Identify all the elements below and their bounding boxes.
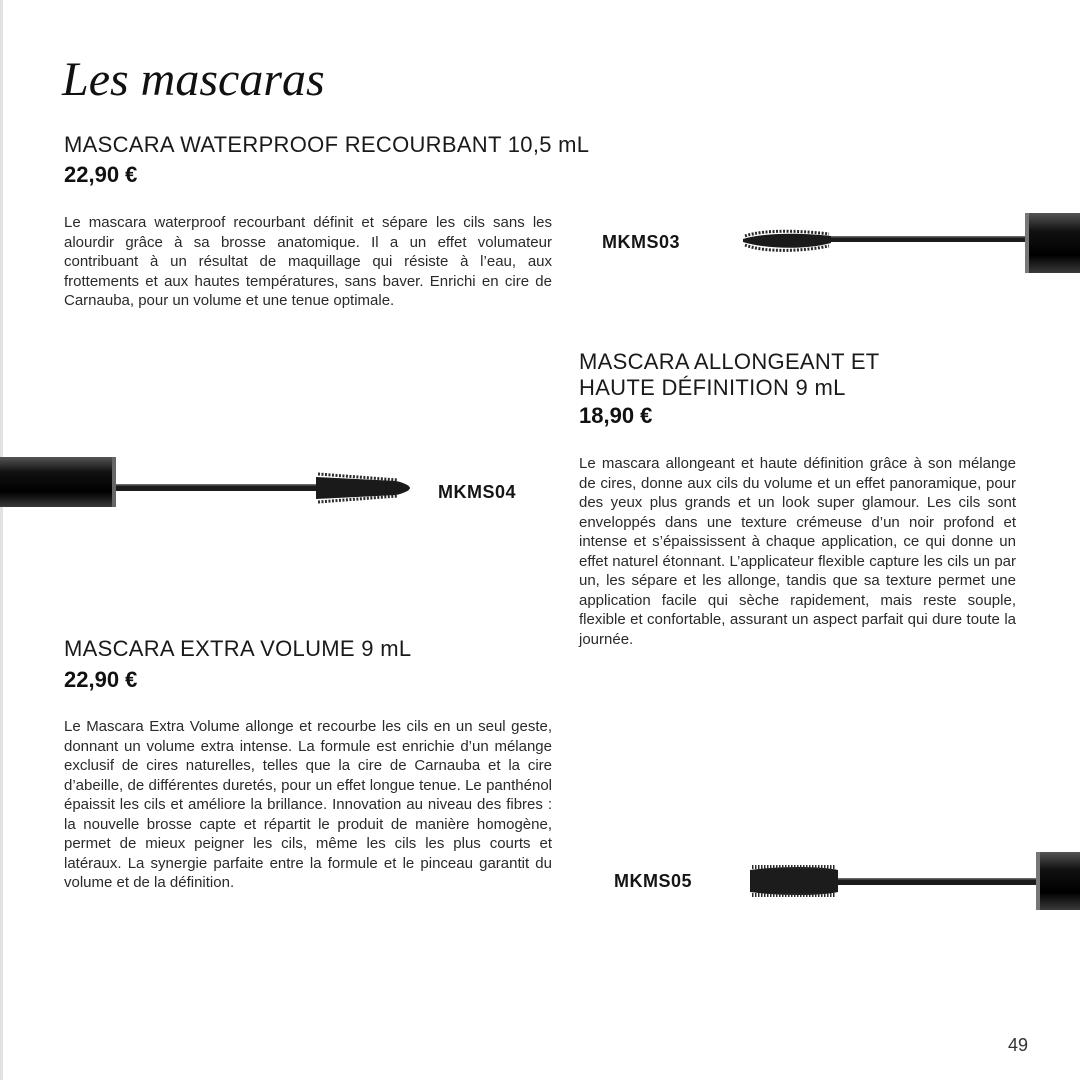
product-name-allongeant-line1: MASCARA ALLONGEANT ET: [579, 349, 880, 374]
product-price-waterproof: 22,90 €: [64, 162, 138, 187]
product-description-waterproof: Le mascara waterproof recourbant définit et sépare les cils sans les alourdir grâce à sa brosse anatomique. Il a un effet volumateur contribuant à un résultat de maquillage qui résiste à l’eau, aux frottements et aux hautes températures, sans baver. Enrichi en cire de Carnauba, pour un volume et une tenue optimale.: [64, 214, 552, 309]
product-description-allongeant: Le mascara allongeant et haute définition grâce à son mélange de cires, donne aux cils du volume et un effet panoramique, pour des yeux plus grands et un look super glamour. Les cils sont enveloppés dans une texture crémeuse d’un noir profond et intense et s’épaississent à chaque application, ce qui donne un effet naturel étonnant. L’applicateur flexible capture les cils un par un, les sépare et les allonge, tandis que sa texture permet une application facile qui sèche rapidement, mais reste souple, flexible et confortable, assurant un aspect parfait qui dure toute la journée.: [579, 455, 1016, 648]
product-code-mkms05: MKMS05: [614, 871, 693, 891]
mascara-wand-volume-image: [740, 848, 1080, 914]
product-name-waterproof: MASCARA WATERPROOF RECOURBANT 10,5 mL: [64, 132, 590, 157]
product-name-extra-volume: MASCARA EXTRA VOLUME 9 mL: [64, 636, 412, 661]
page-edge-divider: [0, 0, 3, 1080]
product-price-allongeant: 18,90 €: [579, 403, 653, 428]
mascara-wand-straight-image: [0, 452, 420, 512]
page-title: Les mascaras: [62, 53, 325, 106]
product-description-extra-volume: Le Mascara Extra Volume allonge et recourbe les cils en un seul geste, donnant un volume extra intense. La formule est enrichie d’un mélange exclusif de cires naturelles, telles que la cire de Carnauba et la cire d’abeille, de différentes duretés, pour un effet longue tenue. Le panthénol épaissit les cils et améliore la brillance. Innovation au niveau des fibres : la nouvelle brosse capte et répartit le produit de manière homogène, permet de mieux peigner les cils, même les cils les plus courts et latéraux. La synergie parfaite entre la formule et le pinceau garantit du volume et de la définition.: [64, 718, 552, 891]
product-name-allongeant: [579, 349, 880, 401]
mascara-wand-curved-image: [735, 205, 1080, 280]
product-code-mkms03: MKMS03: [602, 232, 681, 252]
page-number: 49: [1007, 1035, 1028, 1055]
product-name-allongeant-line2: HAUTE DÉFINITION 9 mL: [579, 375, 846, 400]
product-price-extra-volume: 22,90 €: [64, 667, 138, 692]
product-code-mkms04: MKMS04: [438, 482, 517, 502]
